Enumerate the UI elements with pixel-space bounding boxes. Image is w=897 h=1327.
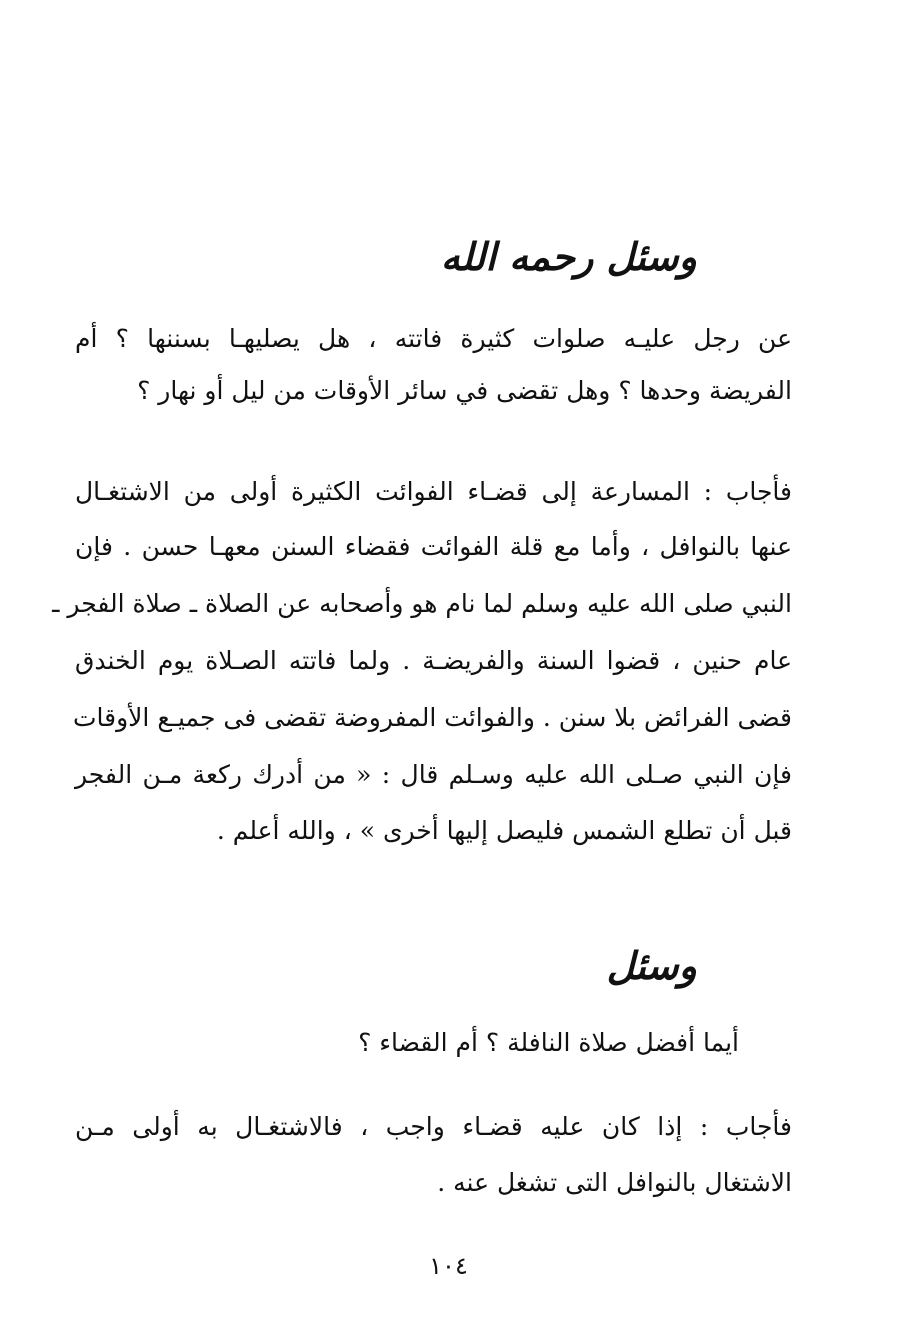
question-line: الفريضة وحدها ؟ وهل تقضى في سائر الأوقات من ليل أو نهار ؟ (137, 376, 792, 405)
answer-line: الاشتغال بالنوافل التى تشغل عنه . (437, 1168, 792, 1197)
answer-line: فأجاب : المسارعة إلى قضـاء الفوائت الكثيرة أولى من الاشتغـال (75, 477, 792, 506)
answer-line: قبل أن تطلع الشمس فليصل إليها أخرى » ، والله أعلم . (216, 816, 792, 845)
page-number: ١٠٤ (429, 1252, 468, 1280)
answer-line: النبي صلى الله عليه وسلم لما نام هو وأصحابه عن الصلاة ـ صلاة الفجر ـ (52, 589, 792, 618)
answer-line: فإن النبي صـلى الله عليه وسـلم قال : « من أدرك ركعة مـن الفجر (75, 760, 792, 789)
section-heading: وسئل رحمه الله (440, 234, 697, 279)
answer-line: عام حنين ، قضوا السنة والفريضـة . ولما فاتته الصـلاة يوم الخندق (75, 646, 792, 675)
question-line: أيما أفضل صلاة النافلة ؟ أم القضاء ؟ (358, 1028, 739, 1057)
question-line: عن رجل عليـه صلوات كثيرة فاتته ، هل يصليهـا بسننها ؟ أم (75, 324, 792, 353)
answer-line: قضى الفرائض بلا سنن . والفوائت المفروضة تقضى فى جميـع الأوقات (73, 703, 792, 732)
answer-line: فأجاب : إذا كان عليه قضـاء واجب ، فالاشتغـال به أولى مـن (75, 1112, 792, 1141)
answer-line: عنها بالنوافل ، وأما مع قلة الفوائت فقضاء السنن معهـا حسن . فإن (75, 532, 792, 561)
section-heading: وسئل (606, 943, 697, 988)
